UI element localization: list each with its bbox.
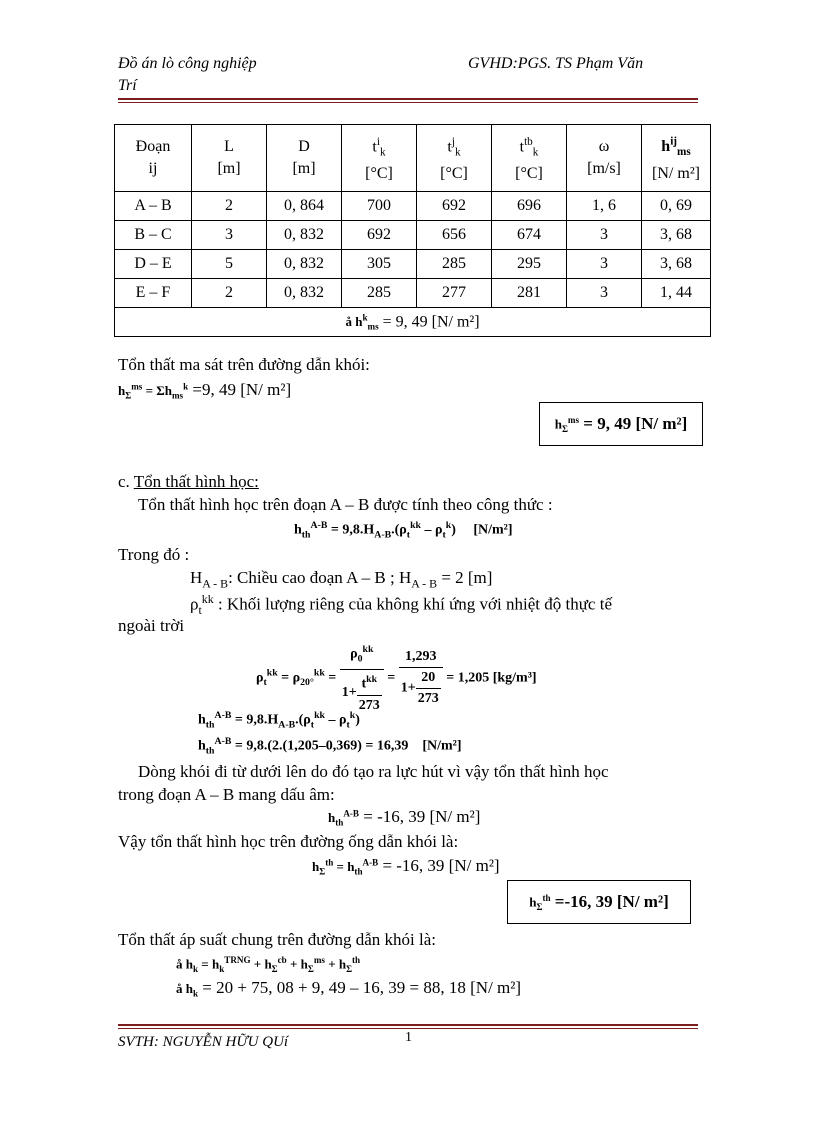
geometric-summary-value: $h_\Sigma^{th} = h_{th}^{A-B} = -16$, 39 [N/ m²] [312,856,500,877]
geometric-formula: $h_{th}^{A-B} = 9,8.H_{A-B}.(\rho_t^{kk} - \rho_t^k)$ [N/m²] [294,520,513,541]
footer-rule-thin [118,1028,698,1029]
cell: 656 [417,221,492,250]
negative-value: $h_{th}^{A-B} = -16$, 39 [N/ m²] [328,807,481,828]
footer-rule [118,1024,698,1026]
cell: 696 [492,192,567,221]
cell: 0, 832 [267,279,342,308]
cell: 3 [567,279,642,308]
cell: 285 [342,279,417,308]
table-row [115,250,711,279]
cell: E – F [115,279,192,308]
cell: 277 [417,279,492,308]
cell: 674 [492,221,567,250]
where-label: Trong đó : [118,545,190,564]
cell: 305 [342,250,417,279]
cell: 692 [342,221,417,250]
cell: 3, 68 [642,221,711,250]
col-header-t-out: $t^j_k$ [°C] [417,125,492,192]
cell: 1, 44 [642,279,711,308]
cell: 285 [417,250,492,279]
cell: 0, 832 [267,221,342,250]
col-header-t-in: $t^i_k$ [°C] [342,125,417,192]
cell: 3 [567,250,642,279]
rho-definition: $\rho_t^{kk}$ : Khối lượng riêng của không khí ứng với nhiệt độ thực tế [190,592,613,618]
cell: 2 [192,279,267,308]
friction-loss-table [114,124,711,337]
geometric-summary: Vậy tổn thất hình học trên đường ống dẫn khói là: [118,832,459,851]
h-definition: $H_{A - B}$: Chiều cao đoạn A – B ; $H_{A - B} = 2$ [m] [190,568,493,591]
table-row [115,221,711,250]
geometric-heading: c. Tổn thất hình học: [118,472,259,491]
header-supervisor: GVHD:PGS. TS Phạm Văn [468,55,644,72]
geometric-intro: Tổn thất hình học trên đoạn A – B được tính theo công thức : [138,495,553,514]
rho-formula: $\rho_t^{kk} = \rho_{20^\circ}^{kk}$ = $\rho_0^{kk}$ 1+ $\frac{t^{kk}}{273}$ = 1,293 1+ $\frac{20}{273}$ = 1,205 [kg/m³] [256,640,537,716]
cell: 0, 832 [267,250,342,279]
header-rule-thin [118,102,698,103]
friction-intro: Tổn thất ma sát trên đường dẫn khói: [118,355,370,374]
friction-formula: $h_\Sigma^{ms} = \Sigma h_{ms}^k =9$, 49 [N/ m²] [118,380,292,401]
table-total-row [115,308,711,337]
table-total-cell: å $h^k_{ms} = 9$, 49 [N/ m²] [115,308,711,337]
page-number: 1 [405,1030,412,1045]
total-loss-result: å $h_k = 20 + 75$, 08 + 9, 49 – 16, 39 = 88, 18 [N/ m²] [176,978,522,999]
cell: 3 [567,221,642,250]
note-line-1: Dòng khói đi từ dưới lên do đó tạo ra lực hút vì vậy tổn thất hình học [138,762,609,781]
cell: 3 [192,221,267,250]
calc-line-2: $h_{th}^{A-B} = 9,8.(2.(1,205-0,369) = 16,39$ [N/m²] [198,736,462,757]
cell: 1, 6 [567,192,642,221]
cell: B – C [115,221,192,250]
cell: 5 [192,250,267,279]
cell: 295 [492,250,567,279]
header-course-title-cont: Trí [118,77,137,94]
calc-line-1: $h_{th}^{A-B} = 9,8.H_{A-B}.(\rho_t^{kk} - \rho_t^k)$ [198,710,360,731]
cell: D – E [115,250,192,279]
col-header-loss: $h^{ij}_{ms}$ [N/ m²] [642,125,711,192]
col-header-segment: Đoạn ij [115,125,192,192]
col-header-length: L [m] [192,125,267,192]
cell: 3, 68 [642,250,711,279]
friction-result-box: $h_\Sigma^{ms}$ = 9, 49 [N/ m²] [539,402,703,446]
table-row [115,279,711,308]
cell: 692 [417,192,492,221]
header-course-title: Đồ án lò công nghiệp [118,55,257,72]
cell: 2 [192,192,267,221]
cell: 281 [492,279,567,308]
header-rule [118,98,698,100]
col-header-diameter: D [m] [267,125,342,192]
cell: 0, 864 [267,192,342,221]
cell: 0, 69 [642,192,711,221]
total-loss-intro: Tổn thất áp suất chung trên đường dẫn khói là: [118,930,436,949]
table-header-row [115,125,711,192]
table-row [115,192,711,221]
cell: 700 [342,192,417,221]
col-header-t-avg: $t^{tb}_k$ [°C] [492,125,567,192]
footer-author: SVTH: NGUYỄN HỮU QUí [118,1034,289,1050]
note-line-2: trong đoạn A – B mang dấu âm: [118,785,335,804]
total-loss-formula: å $h_k = h_k^{TRNG} + h_\Sigma^{cb} + h_\Sigma^{ms} + h_\Sigma^{th}$ [176,955,361,974]
rho-definition-cont: ngoài trời [118,616,185,635]
col-header-velocity: ω [m/s] [567,125,642,192]
geometric-result-box: $h_\Sigma^{th}$ =-16, 39 [N/ m²] [507,880,691,924]
cell: A – B [115,192,192,221]
